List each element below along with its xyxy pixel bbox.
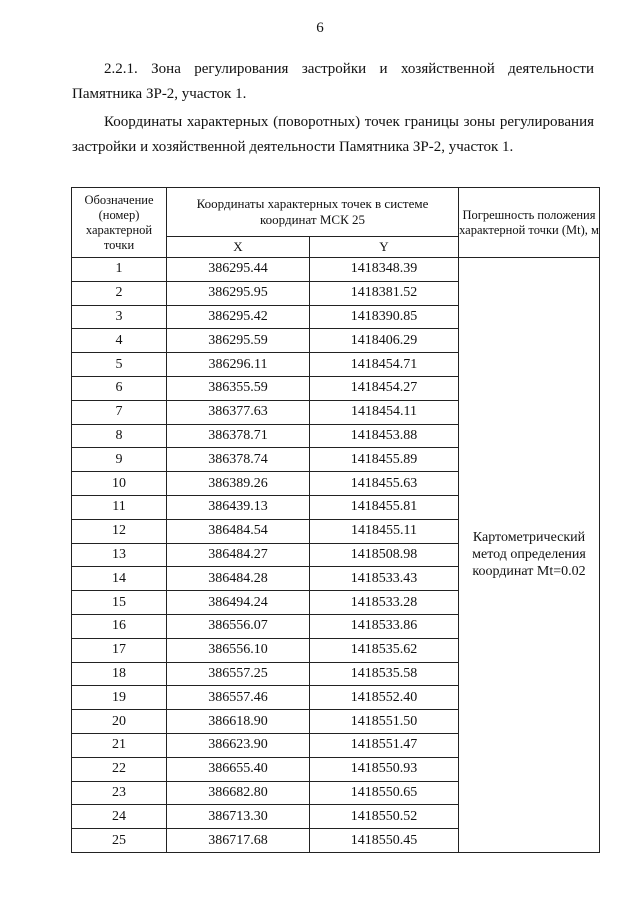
x-coordinate-cell: 386378.74 [167, 448, 310, 472]
x-coordinate-cell: 386377.63 [167, 400, 310, 424]
point-number-cell: 7 [72, 400, 167, 424]
x-coordinate-cell: 386623.90 [167, 733, 310, 757]
point-number-cell: 8 [72, 424, 167, 448]
y-coordinate-cell: 1418381.52 [310, 281, 459, 305]
x-coordinate-cell: 386557.25 [167, 662, 310, 686]
header-coordinates: Координаты характерных точек в системе координат МСК 25 [167, 188, 459, 237]
x-coordinate-cell: 386556.07 [167, 614, 310, 638]
table-row [72, 258, 600, 282]
x-coordinate-cell: 386557.46 [167, 686, 310, 710]
point-number-cell: 10 [72, 472, 167, 496]
y-coordinate-cell: 1418455.89 [310, 448, 459, 472]
point-number-cell: 23 [72, 781, 167, 805]
header-x: X [167, 237, 310, 258]
x-coordinate-cell: 386355.59 [167, 376, 310, 400]
x-coordinate-cell: 386295.59 [167, 329, 310, 353]
point-number-cell: 12 [72, 519, 167, 543]
page-number: 6 [316, 20, 324, 36]
point-number-cell: 13 [72, 543, 167, 567]
y-coordinate-cell: 1418453.88 [310, 424, 459, 448]
x-coordinate-cell: 386713.30 [167, 805, 310, 829]
x-coordinate-cell: 386484.28 [167, 567, 310, 591]
y-coordinate-cell: 1418533.43 [310, 567, 459, 591]
x-coordinate-cell: 386484.54 [167, 519, 310, 543]
point-number-cell: 20 [72, 710, 167, 734]
x-coordinate-cell: 386717.68 [167, 829, 310, 853]
point-number-cell: 1 [72, 258, 167, 282]
x-coordinate-cell: 386296.11 [167, 353, 310, 377]
point-number-cell: 6 [72, 376, 167, 400]
error-method-cell: Картометрический метод определения координат Mt=0.02 [459, 258, 600, 853]
y-coordinate-cell: 1418550.45 [310, 829, 459, 853]
point-number-cell: 21 [72, 733, 167, 757]
x-coordinate-cell: 386494.24 [167, 591, 310, 615]
point-number-cell: 19 [72, 686, 167, 710]
point-number-cell: 18 [72, 662, 167, 686]
point-number-cell: 9 [72, 448, 167, 472]
y-coordinate-cell: 1418535.58 [310, 662, 459, 686]
y-coordinate-cell: 1418454.71 [310, 353, 459, 377]
y-coordinate-cell: 1418550.93 [310, 757, 459, 781]
y-coordinate-cell: 1418348.39 [310, 258, 459, 282]
point-number-cell: 14 [72, 567, 167, 591]
y-coordinate-cell: 1418455.63 [310, 472, 459, 496]
point-number-cell: 4 [72, 329, 167, 353]
y-coordinate-cell: 1418455.81 [310, 495, 459, 519]
point-number-cell: 11 [72, 495, 167, 519]
table-body [72, 258, 600, 853]
header-point-number: Обозначение (номер) характерной точки [72, 188, 167, 258]
x-coordinate-cell: 386389.26 [167, 472, 310, 496]
y-coordinate-cell: 1418535.62 [310, 638, 459, 662]
x-coordinate-cell: 386295.42 [167, 305, 310, 329]
point-number-cell: 25 [72, 829, 167, 853]
y-coordinate-cell: 1418551.47 [310, 733, 459, 757]
point-number-cell: 17 [72, 638, 167, 662]
y-coordinate-cell: 1418550.65 [310, 781, 459, 805]
point-number-cell: 24 [72, 805, 167, 829]
x-coordinate-cell: 386682.80 [167, 781, 310, 805]
point-number-cell: 3 [72, 305, 167, 329]
header-y: Y [310, 237, 459, 258]
x-coordinate-cell: 386484.27 [167, 543, 310, 567]
x-coordinate-cell: 386378.71 [167, 424, 310, 448]
y-coordinate-cell: 1418533.86 [310, 614, 459, 638]
y-coordinate-cell: 1418551.50 [310, 710, 459, 734]
point-number-cell: 15 [72, 591, 167, 615]
y-coordinate-cell: 1418533.28 [310, 591, 459, 615]
point-number-cell: 22 [72, 757, 167, 781]
y-coordinate-cell: 1418508.98 [310, 543, 459, 567]
x-coordinate-cell: 386295.95 [167, 281, 310, 305]
x-coordinate-cell: 386556.10 [167, 638, 310, 662]
y-coordinate-cell: 1418454.27 [310, 376, 459, 400]
point-number-cell: 16 [72, 614, 167, 638]
y-coordinate-cell: 1418390.85 [310, 305, 459, 329]
x-coordinate-cell: 386439.13 [167, 495, 310, 519]
header-error: Погрешность положения характерной точки (Mt), м [459, 188, 600, 258]
point-number-cell: 2 [72, 281, 167, 305]
x-coordinate-cell: 386295.44 [167, 258, 310, 282]
section-title: 2.2.1. Зона регулирования застройки и хозяйственной деятельности Памятника ЗР-2, участок 1. [72, 61, 594, 102]
y-coordinate-cell: 1418406.29 [310, 329, 459, 353]
x-coordinate-cell: 386618.90 [167, 710, 310, 734]
y-coordinate-cell: 1418454.11 [310, 400, 459, 424]
x-coordinate-cell: 386655.40 [167, 757, 310, 781]
y-coordinate-cell: 1418550.52 [310, 805, 459, 829]
intro-text: Координаты характерных (поворотных) точек границы зоны регулирования застройки и хозяйственной деятельности Памятника ЗР-2, участок 1. [72, 114, 594, 155]
y-coordinate-cell: 1418455.11 [310, 519, 459, 543]
y-coordinate-cell: 1418552.40 [310, 686, 459, 710]
point-number-cell: 5 [72, 353, 167, 377]
coordinates-table [71, 187, 600, 853]
